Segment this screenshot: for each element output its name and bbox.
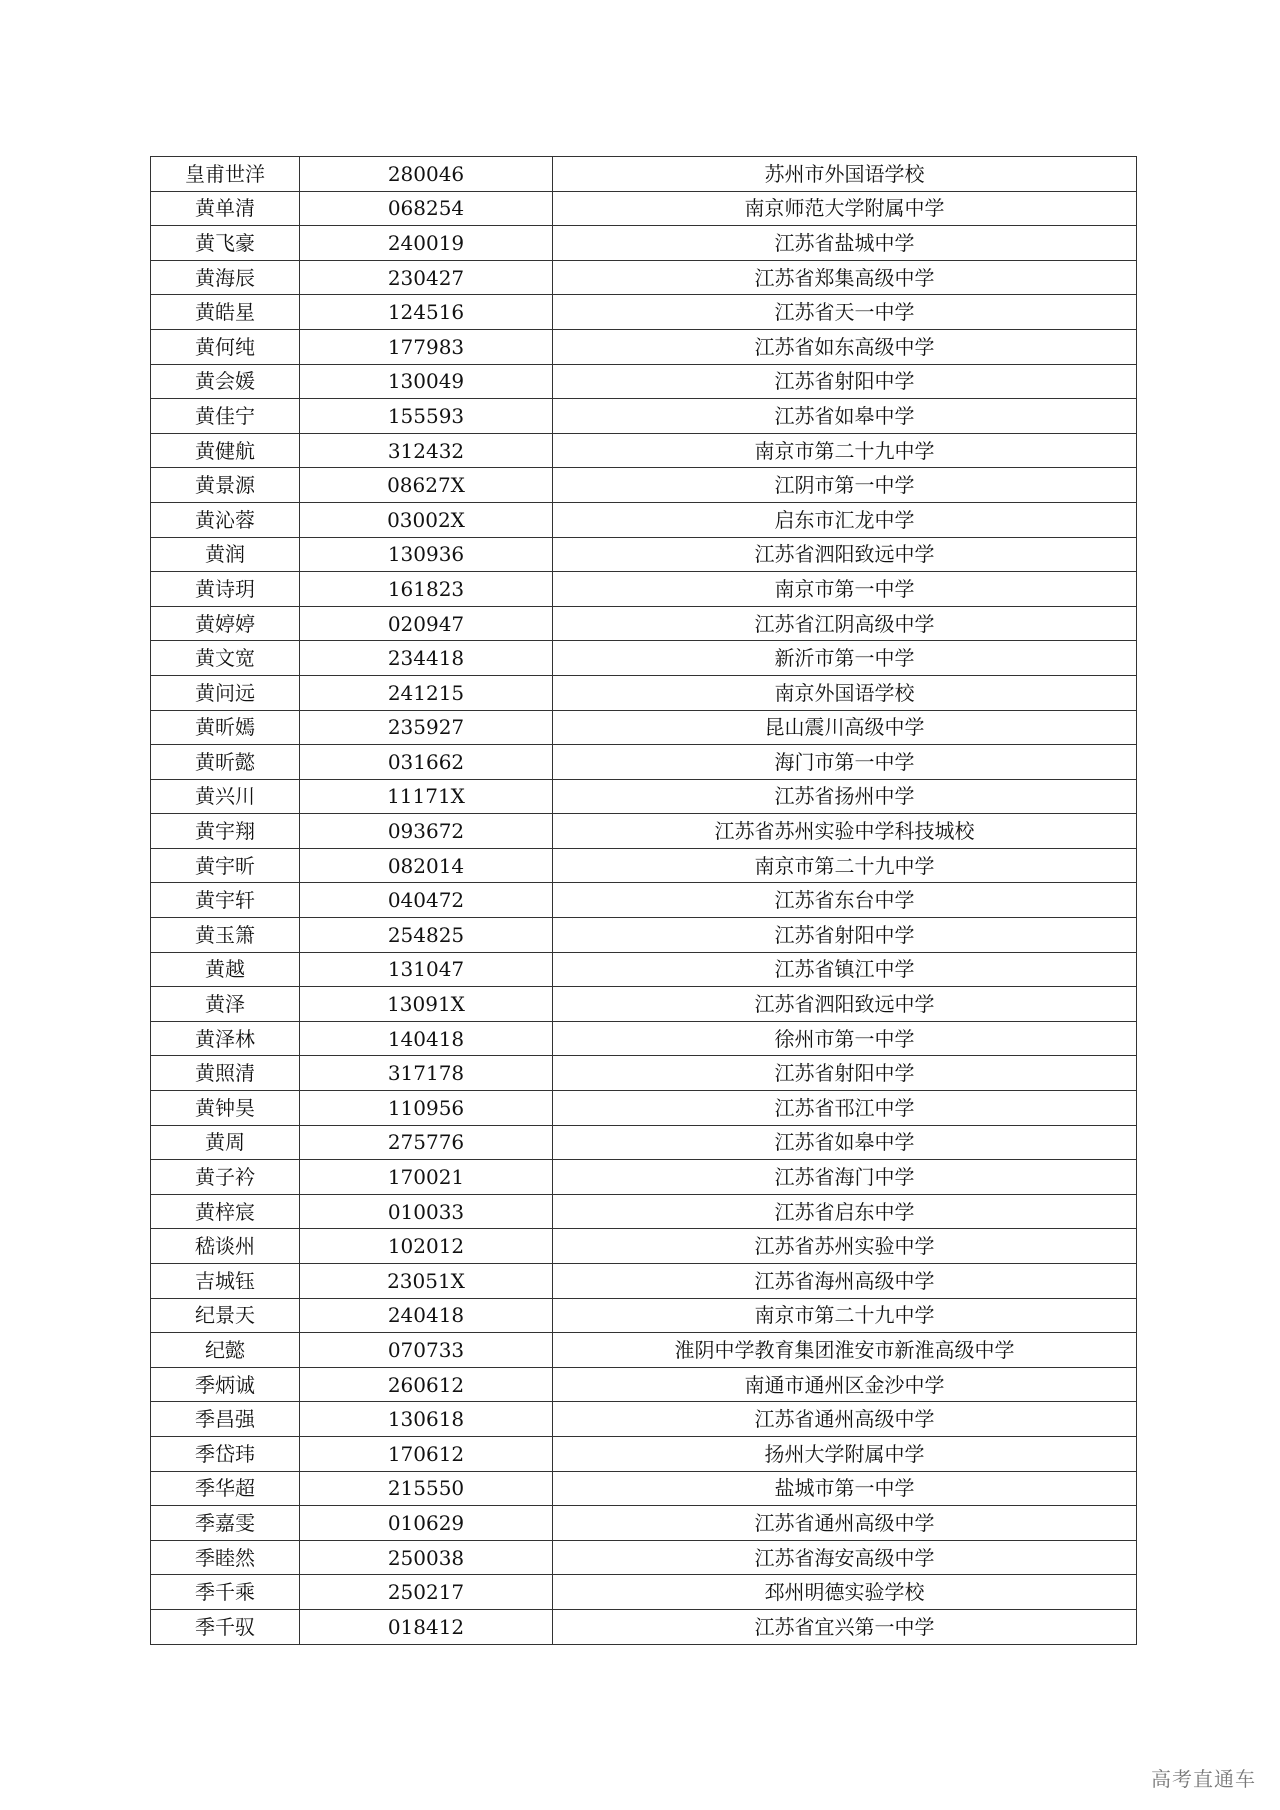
id-cell: 110956 (300, 1091, 553, 1126)
school-cell: 南京市第二十九中学 (553, 1298, 1137, 1333)
name-cell: 黄玉箫 (151, 918, 300, 953)
id-cell: 082014 (300, 848, 553, 883)
school-cell: 江苏省海安高级中学 (553, 1540, 1137, 1575)
name-cell: 黄单清 (151, 191, 300, 226)
school-cell: 江苏省扬州中学 (553, 779, 1137, 814)
table-row (151, 606, 1137, 641)
name-cell: 黄昕懿 (151, 745, 300, 780)
id-cell: 23051X (300, 1264, 553, 1299)
table-row (151, 745, 1137, 780)
table-row (151, 329, 1137, 364)
school-cell: 徐州市第一中学 (553, 1021, 1137, 1056)
id-cell: 240418 (300, 1298, 553, 1333)
table-row (151, 537, 1137, 572)
name-cell: 黄会媛 (151, 364, 300, 399)
table-row (151, 1091, 1137, 1126)
name-cell: 黄宇翔 (151, 814, 300, 849)
name-cell: 纪景天 (151, 1298, 300, 1333)
school-cell: 江苏省射阳中学 (553, 918, 1137, 953)
school-cell: 江苏省江阴高级中学 (553, 606, 1137, 641)
table-row (151, 1506, 1137, 1541)
name-cell: 季千驭 (151, 1609, 300, 1644)
table-row (151, 468, 1137, 503)
id-cell: 235927 (300, 710, 553, 745)
name-cell: 黄海辰 (151, 260, 300, 295)
name-cell: 黄文宽 (151, 641, 300, 676)
name-cell: 黄问远 (151, 675, 300, 710)
id-cell: 260612 (300, 1367, 553, 1402)
id-cell: 124516 (300, 295, 553, 330)
name-cell: 嵇谈州 (151, 1229, 300, 1264)
table-row (151, 260, 1137, 295)
school-cell: 江苏省海门中学 (553, 1160, 1137, 1195)
name-cell: 黄宇昕 (151, 848, 300, 883)
name-cell: 皇甫世洋 (151, 157, 300, 192)
table-row (151, 1160, 1137, 1195)
school-cell: 海门市第一中学 (553, 745, 1137, 780)
table-row (151, 918, 1137, 953)
school-cell: 盐城市第一中学 (553, 1471, 1137, 1506)
id-cell: 010033 (300, 1194, 553, 1229)
school-cell: 江苏省启东中学 (553, 1194, 1137, 1229)
table-row (151, 364, 1137, 399)
id-cell: 254825 (300, 918, 553, 953)
id-cell: 170021 (300, 1160, 553, 1195)
school-cell: 江苏省泗阳致远中学 (553, 537, 1137, 572)
id-cell: 275776 (300, 1125, 553, 1160)
school-cell: 淮阴中学教育集团淮安市新淮高级中学 (553, 1333, 1137, 1368)
school-cell: 江苏省如东高级中学 (553, 329, 1137, 364)
id-cell: 010629 (300, 1506, 553, 1541)
school-cell: 江苏省东台中学 (553, 883, 1137, 918)
table-row (151, 1056, 1137, 1091)
id-cell: 280046 (300, 157, 553, 192)
name-cell: 季睦然 (151, 1540, 300, 1575)
name-cell: 黄子衿 (151, 1160, 300, 1195)
table-row (151, 1229, 1137, 1264)
roster-body (151, 157, 1137, 1645)
table-row (151, 1298, 1137, 1333)
school-cell: 江苏省郑集高级中学 (553, 260, 1137, 295)
school-cell: 江苏省盐城中学 (553, 226, 1137, 261)
table-row (151, 987, 1137, 1022)
id-cell: 130618 (300, 1402, 553, 1437)
id-cell: 241215 (300, 675, 553, 710)
id-cell: 177983 (300, 329, 553, 364)
school-cell: 南京外国语学校 (553, 675, 1137, 710)
school-cell: 江苏省泗阳致远中学 (553, 987, 1137, 1022)
table-row (151, 157, 1137, 192)
table-row (151, 1471, 1137, 1506)
school-cell: 江苏省苏州实验中学 (553, 1229, 1137, 1264)
id-cell: 102012 (300, 1229, 553, 1264)
school-cell: 江苏省镇江中学 (553, 952, 1137, 987)
name-cell: 黄佳宁 (151, 399, 300, 434)
table-row (151, 226, 1137, 261)
id-cell: 250038 (300, 1540, 553, 1575)
name-cell: 黄诗玥 (151, 572, 300, 607)
name-cell: 黄沁蓉 (151, 502, 300, 537)
name-cell: 黄健航 (151, 433, 300, 468)
name-cell: 黄何纯 (151, 329, 300, 364)
school-cell: 江苏省射阳中学 (553, 364, 1137, 399)
name-cell: 黄钟昊 (151, 1091, 300, 1126)
school-cell: 江苏省如皋中学 (553, 1125, 1137, 1160)
table-row (151, 1402, 1137, 1437)
name-cell: 黄照清 (151, 1056, 300, 1091)
school-cell: 江阴市第一中学 (553, 468, 1137, 503)
school-cell: 江苏省射阳中学 (553, 1056, 1137, 1091)
school-cell: 昆山震川高级中学 (553, 710, 1137, 745)
name-cell: 季炳诚 (151, 1367, 300, 1402)
table-row (151, 502, 1137, 537)
name-cell: 吉城钰 (151, 1264, 300, 1299)
school-cell: 江苏省通州高级中学 (553, 1402, 1137, 1437)
id-cell: 03002X (300, 502, 553, 537)
name-cell: 季嘉雯 (151, 1506, 300, 1541)
table-row (151, 675, 1137, 710)
table-row (151, 779, 1137, 814)
table-row (151, 1194, 1137, 1229)
id-cell: 215550 (300, 1471, 553, 1506)
school-cell: 江苏省天一中学 (553, 295, 1137, 330)
id-cell: 018412 (300, 1609, 553, 1644)
table-row (151, 1540, 1137, 1575)
name-cell: 黄飞豪 (151, 226, 300, 261)
school-cell: 江苏省如皋中学 (553, 399, 1137, 434)
name-cell: 季千乘 (151, 1575, 300, 1610)
school-cell: 南通市通州区金沙中学 (553, 1367, 1137, 1402)
id-cell: 161823 (300, 572, 553, 607)
table-row (151, 883, 1137, 918)
school-cell: 扬州大学附属中学 (553, 1436, 1137, 1471)
name-cell: 黄昕嫣 (151, 710, 300, 745)
table-row (151, 295, 1137, 330)
name-cell: 黄泽 (151, 987, 300, 1022)
roster-table (150, 156, 1137, 1645)
id-cell: 020947 (300, 606, 553, 641)
id-cell: 312432 (300, 433, 553, 468)
school-cell: 江苏省海州高级中学 (553, 1264, 1137, 1299)
table-row (151, 1333, 1137, 1368)
id-cell: 250217 (300, 1575, 553, 1610)
name-cell: 黄景源 (151, 468, 300, 503)
name-cell: 季华超 (151, 1471, 300, 1506)
id-cell: 155593 (300, 399, 553, 434)
table-row (151, 848, 1137, 883)
table-row (151, 952, 1137, 987)
name-cell: 黄皓星 (151, 295, 300, 330)
table-row (151, 1264, 1137, 1299)
id-cell: 031662 (300, 745, 553, 780)
name-cell: 黄梓宸 (151, 1194, 300, 1229)
school-cell: 南京市第一中学 (553, 572, 1137, 607)
name-cell: 黄越 (151, 952, 300, 987)
id-cell: 170612 (300, 1436, 553, 1471)
school-cell: 江苏省邗江中学 (553, 1091, 1137, 1126)
table-row (151, 191, 1137, 226)
school-cell: 南京市第二十九中学 (553, 848, 1137, 883)
table-row (151, 1575, 1137, 1610)
table-row (151, 1436, 1137, 1471)
id-cell: 230427 (300, 260, 553, 295)
table-row (151, 1609, 1137, 1644)
school-cell: 江苏省宜兴第一中学 (553, 1609, 1137, 1644)
school-cell: 苏州市外国语学校 (553, 157, 1137, 192)
id-cell: 08627X (300, 468, 553, 503)
school-cell: 江苏省通州高级中学 (553, 1506, 1137, 1541)
id-cell: 13091X (300, 987, 553, 1022)
school-cell: 南京市第二十九中学 (553, 433, 1137, 468)
id-cell: 140418 (300, 1021, 553, 1056)
name-cell: 黄婷婷 (151, 606, 300, 641)
name-cell: 黄润 (151, 537, 300, 572)
name-cell: 黄泽林 (151, 1021, 300, 1056)
id-cell: 040472 (300, 883, 553, 918)
id-cell: 068254 (300, 191, 553, 226)
id-cell: 093672 (300, 814, 553, 849)
name-cell: 黄周 (151, 1125, 300, 1160)
name-cell: 季岱玮 (151, 1436, 300, 1471)
name-cell: 季昌强 (151, 1402, 300, 1437)
id-cell: 11171X (300, 779, 553, 814)
school-cell: 启东市汇龙中学 (553, 502, 1137, 537)
name-cell: 黄宇轩 (151, 883, 300, 918)
table-row (151, 399, 1137, 434)
school-cell: 新沂市第一中学 (553, 641, 1137, 676)
table-row (151, 1367, 1137, 1402)
id-cell: 130049 (300, 364, 553, 399)
table-row (151, 572, 1137, 607)
name-cell: 黄兴川 (151, 779, 300, 814)
table-row (151, 1125, 1137, 1160)
school-cell: 邳州明德实验学校 (553, 1575, 1137, 1610)
id-cell: 240019 (300, 226, 553, 261)
name-cell: 纪懿 (151, 1333, 300, 1368)
id-cell: 070733 (300, 1333, 553, 1368)
id-cell: 317178 (300, 1056, 553, 1091)
school-cell: 江苏省苏州实验中学科技城校 (553, 814, 1137, 849)
id-cell: 131047 (300, 952, 553, 987)
id-cell: 234418 (300, 641, 553, 676)
table-row (151, 641, 1137, 676)
watermark-text: 高考直通车 (1151, 1767, 1256, 1791)
table-row (151, 433, 1137, 468)
table-row (151, 814, 1137, 849)
id-cell: 130936 (300, 537, 553, 572)
school-cell: 南京师范大学附属中学 (553, 191, 1137, 226)
table-row (151, 710, 1137, 745)
table-row (151, 1021, 1137, 1056)
